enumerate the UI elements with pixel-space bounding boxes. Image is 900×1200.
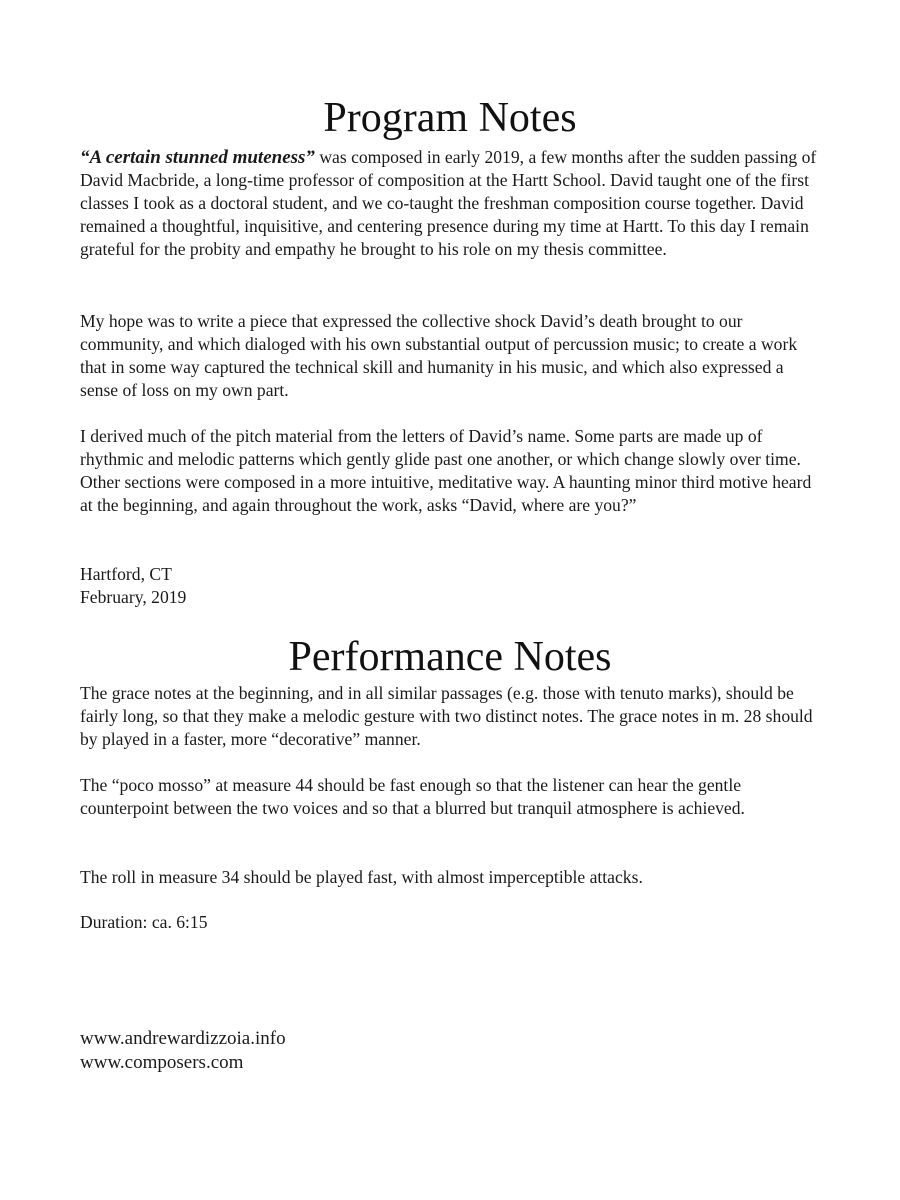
program-notes-paragraph-3: I derived much of the pitch material from the letters of David’s name. Some parts are made up of rhythmic and melodic patterns which gently glide past one another, or which change slowly over time. Other sections were composed in a more intuitive, meditative way. A haunting minor third motive heard at the beginning, and again throughout the work, asks “David, where are you?” xyxy=(80,426,812,515)
signature-date: February, 2019 xyxy=(80,587,187,607)
performance-notes-paragraph-3: The roll in measure 34 should be played fast, with almost imperceptible attacks. xyxy=(80,867,643,887)
performance-notes-paragraph-1: The grace notes at the beginning, and in all similar passages (e.g. those with tenuto marks), should be fairly long, so that they make a melodic gesture with two distinct notes. The grace notes in m. 28 should by played in a faster, more “decorative” manner. xyxy=(80,683,813,749)
performance-notes-paragraph-2: The “poco mosso” at measure 44 should be fast enough so that the listener can hear the gentle counterpoint between the two voices and so that a blurred but tranquil atmosphere is achieved. xyxy=(80,775,745,818)
piece-title: “A certain stunned muteness” xyxy=(80,147,315,168)
duration-text: Duration: ca. 6:15 xyxy=(80,912,208,932)
signature-place: Hartford, CT xyxy=(80,564,172,584)
performance-notes-title: Performance Notes xyxy=(288,634,612,680)
program-notes-paragraph-1 xyxy=(80,146,825,261)
program-notes-title: Program Notes xyxy=(323,95,577,141)
program-notes-paragraph-2: My hope was to write a piece that expressed the collective shock David’s death brought to our community, and which dialoged with his own substantial output of percussion music; to create a work that in some way captured the technical skill and humanity in his music, and which also expressed a sense of loss on my own part. xyxy=(80,311,798,400)
website-link-composers[interactable]: www.composers.com xyxy=(80,1052,244,1073)
website-link-andrewardizzoia[interactable]: www.andrewardizzoia.info xyxy=(80,1028,286,1049)
paragraph-1-text: was composed in early 2019, a few months after the sudden passing of David Macbride, a long-time professor of composition at the Hartt School. David taught one of the first classes I took as a doctoral student, and we co-taught the freshman composition course together. David remained a thoughtful, inquisitive, and centering presence during my time at Hartt. To this day I remain grateful for the probity and empathy he brought to his role on my thesis committee. xyxy=(80,147,817,259)
signature-block xyxy=(80,563,825,609)
website-links xyxy=(80,1027,286,1075)
